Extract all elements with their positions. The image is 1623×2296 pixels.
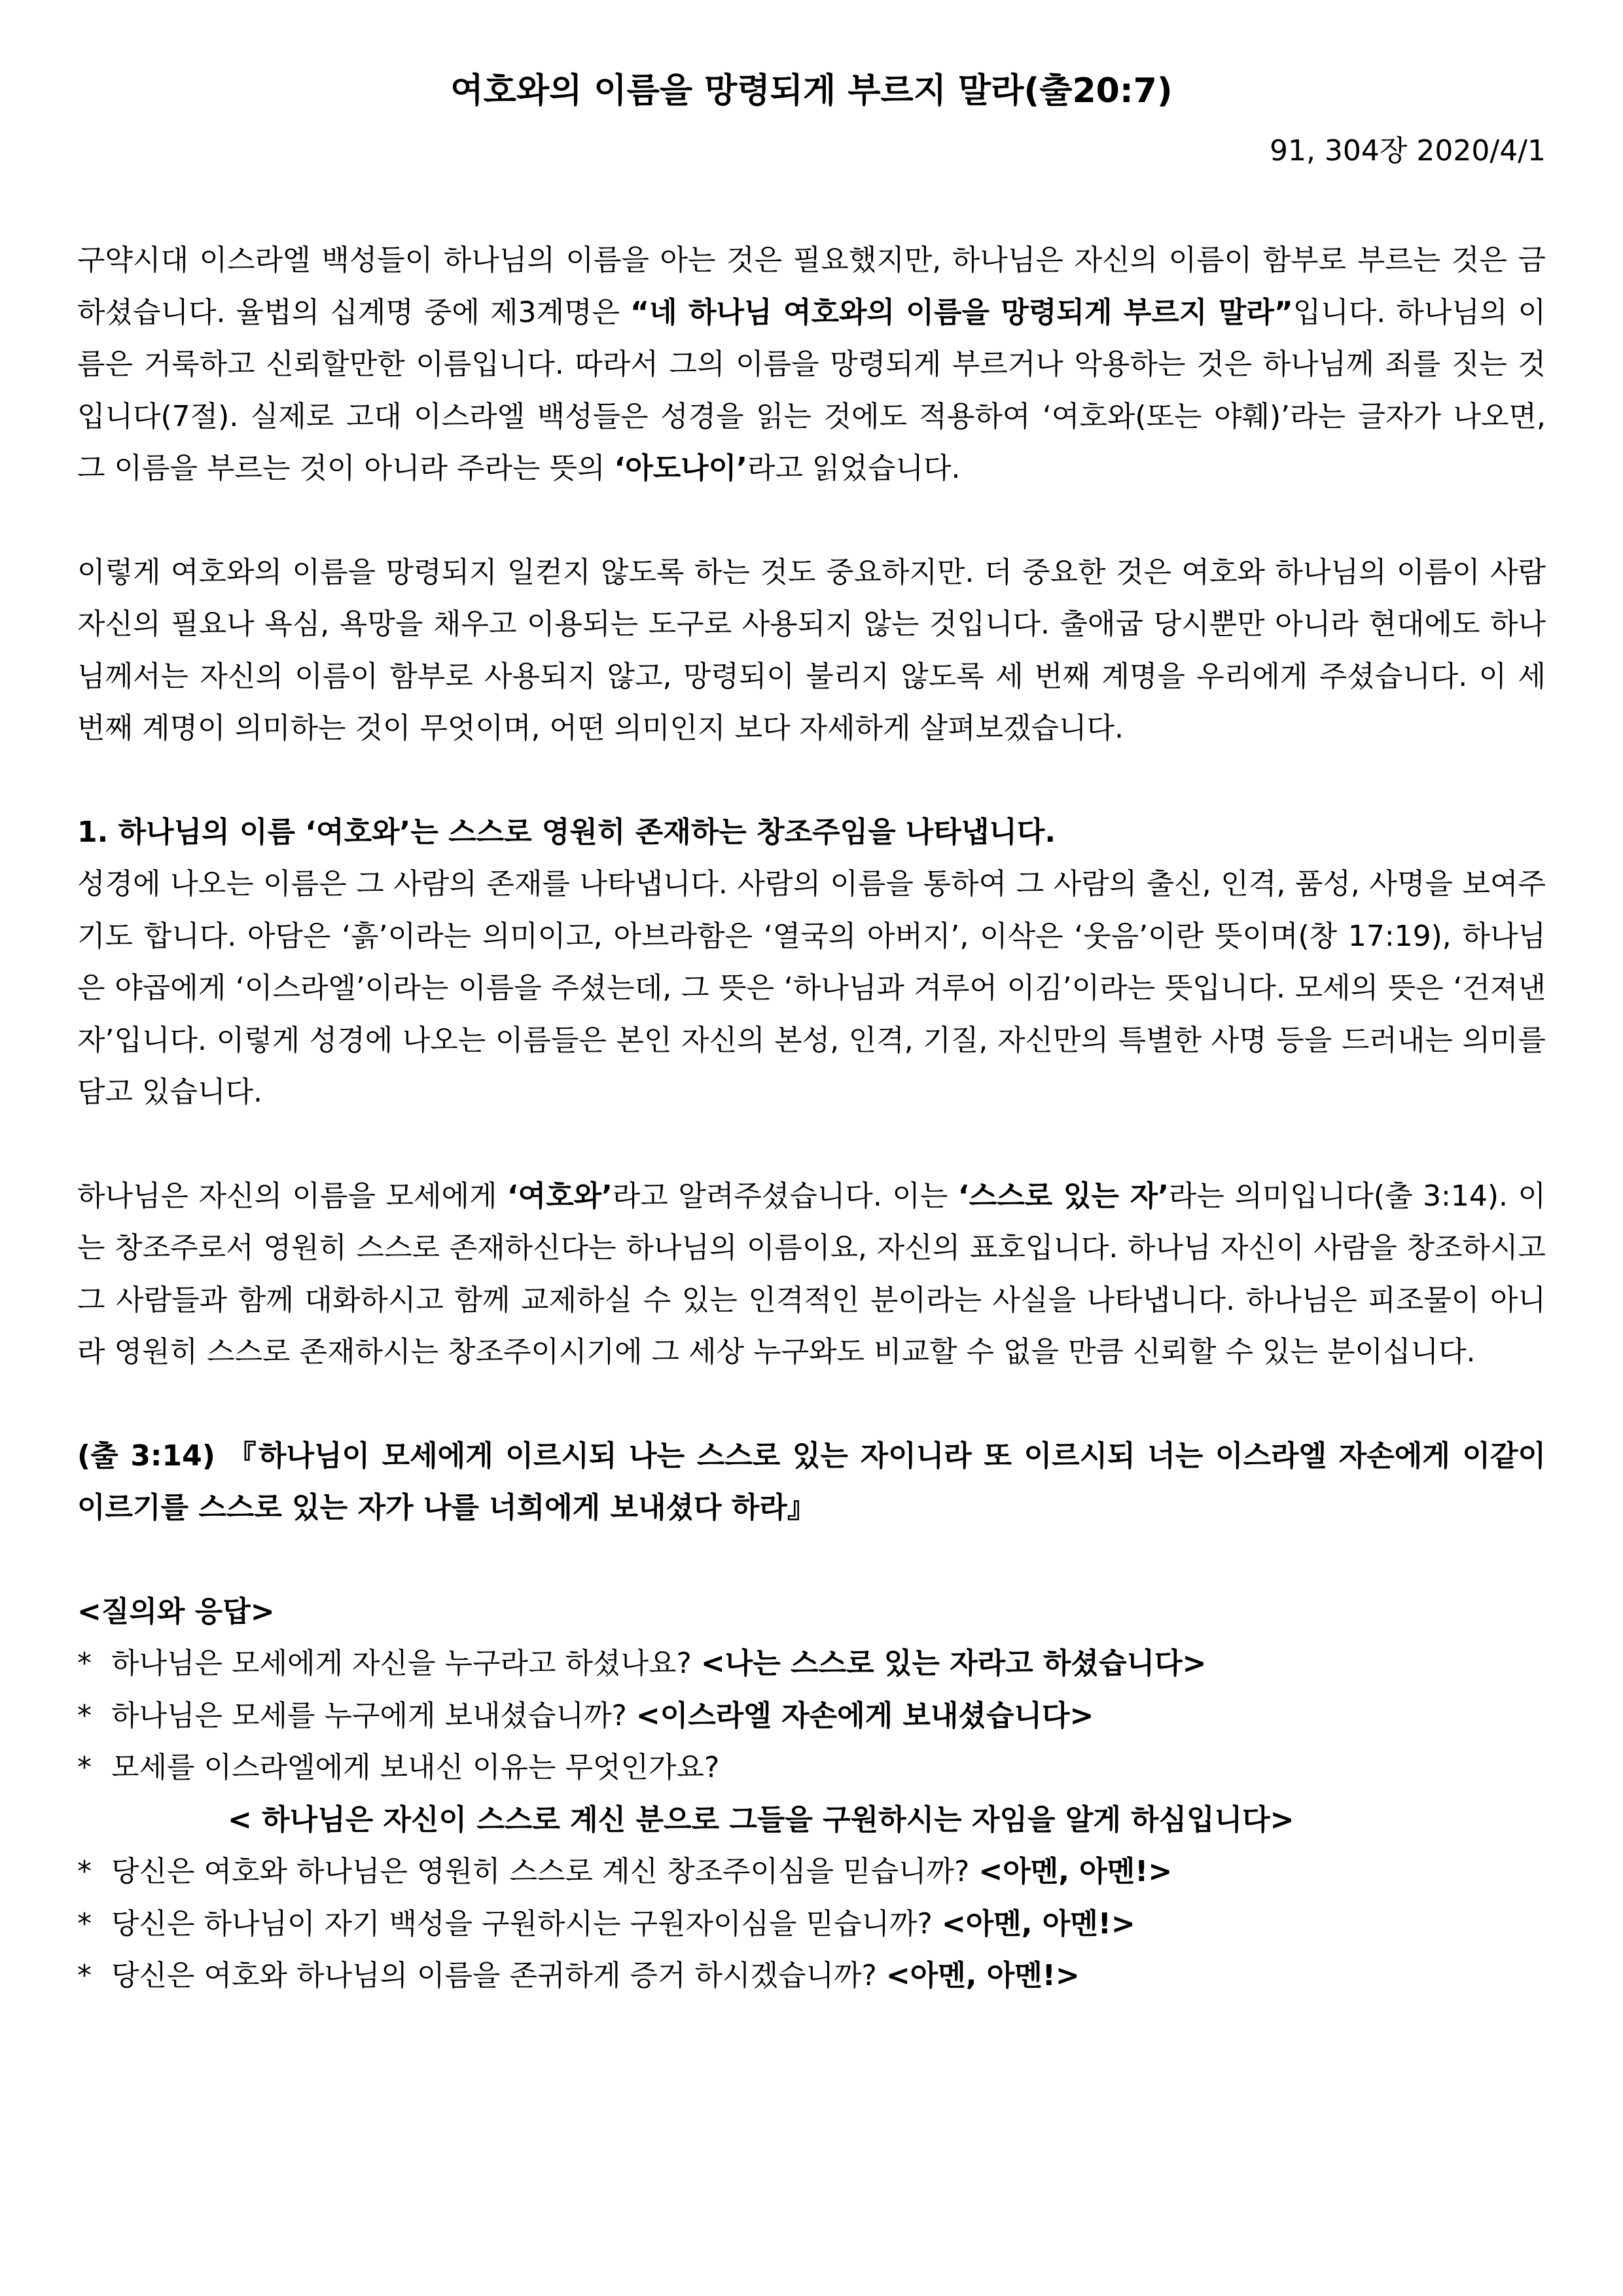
paragraph-second: 이렇게 여호와의 이름을 망령되지 일컫지 않도록 하는 것도 중요하지만. 더 중요한 것은 여호와 하나님의 이름이 사람 자신의 필요나 욕심, 욕망을 채우고 이용되는 도구로 사용되지 않는 것입니다. 출애굽 당시뿐만 아니라 현대에도 하나님께서는 자신의 이름이 함부로 사용되지 않고, 망령되이 불리지 않도록 세 번째 계명을 우리에게 주셨습니다. 이 세 번째 계명이 의미하는 것이 무엇이며, 어떤 의미인지 보다 자세하게 살펴보겠습니다. xyxy=(77,555,1546,745)
qa-answer-3 xyxy=(77,1794,1546,1846)
question: 당신은 여호와 하나님의 이름을 존귀하게 증거 하시겠습니까? xyxy=(111,1959,877,1992)
bullet-star: * xyxy=(77,1855,92,1888)
bullet-star: * xyxy=(77,1751,92,1784)
qa-item-3 xyxy=(77,1742,1546,1794)
bullet-star: * xyxy=(77,1698,92,1732)
answer: <나는 스스로 있는 자라고 하셨습니다> xyxy=(700,1647,1207,1680)
emphasis-yahweh: ‘여호와’ xyxy=(507,1179,613,1213)
question: 당신은 여호와 하나님은 영원히 스스로 계신 창조주이심을 믿습니까? xyxy=(111,1855,970,1888)
paragraph-names-meaning: 성경에 나오는 이름은 그 사람의 존재를 나타냅니다. 사람의 이름을 통하여 그 사람의 출신, 인격, 품성, 사명을 보여주기도 합니다. 아담은 ‘흙’이라는 의미이고, 아브라함은 ‘열국의 아버지’, 이삭은 ‘웃음’이란 뜻이며(창 17:19), 하나님은 야곱에게 ‘이스라엘’이라는 이름을 주셨는데, 그 뜻은 ‘하나님과 겨루어 이김’이라는 뜻입니다. 모세의 뜻은 ‘건져낸 자’입니다. 이렇게 성경에 나오는 이름들은 본인 자신의 본성, 인격, 기질, 자신만의 특별한 사명 등을 드러내는 의미를 담고 있습니다. xyxy=(77,867,1546,1109)
qa-item-1 xyxy=(77,1638,1546,1690)
document-title: 여호와의 이름을 망령되게 부르지 말라(출20:7) xyxy=(450,71,1173,111)
text-run: 라는 의미입니다(출 3:14). 이는 창조주로서 영원히 스스로 존재하신다는 하나님의 이름이요, 자신의 표호입니다. 하나님 자신이 사람을 창조하시고 그 사람들과 함께 대화하시고 함께 교제하실 수 있는 인격적인 분이라는 사실을 나타냅니다. 하나님은 피조물이 아니라 영원히 스스로 존재하시는 창조주이시기에 그 세상 누구와도 비교할 수 없을 만큼 신뢰할 수 있는 분이십니다. xyxy=(77,1179,1546,1369)
question: 하나님은 모세에게 자신을 누구라고 하셨나요? xyxy=(111,1647,692,1680)
answer: <아멘, 아멘!> xyxy=(978,1855,1173,1888)
paragraph-intro xyxy=(77,234,1546,495)
emphasis-i-am: ‘스스로 있는 자’ xyxy=(957,1179,1169,1213)
emphasis-adonai: ‘아도나이’ xyxy=(614,452,747,485)
text-run: 라고 알려주셨습니다. 이는 xyxy=(612,1179,958,1213)
bullet-star: * xyxy=(77,1907,92,1941)
answer: < 하나님은 자신이 스스로 계신 분으로 그들을 구원하시는 자임을 알게 하심입니다> xyxy=(228,1803,1294,1837)
section-heading-1: 1. 하나님의 이름 ‘여호와’는 스스로 영원히 존재하는 창조주임을 나타냅니다. xyxy=(77,815,1056,849)
answer: <아멘, 아멘!> xyxy=(941,1907,1135,1941)
hymn-date-line: 91, 304장 2020/4/1 xyxy=(1269,134,1546,168)
text-run: 라고 읽었습니다. xyxy=(747,452,961,485)
text-run: 입니다. 하나님의 이름은 거룩하고 신뢰할만한 이름입니다. 따라서 그의 이름을 망령되게 부르거나 악용하는 것은 하나님께 죄를 짓는 것입니다(7절). 실제로 고대 이스라엘 백성들은 성경을 읽는 것에도 적용하여 ‘여호와(또는 야훼)’라는 글자가 나오면, 그 이름을 부르는 것이 아니라 주라는 뜻의 xyxy=(77,295,1546,485)
qa-heading: <질의와 응답> xyxy=(77,1594,275,1628)
qa-item-2 xyxy=(77,1690,1546,1742)
paragraph-yahweh xyxy=(77,1170,1546,1378)
bullet-star: * xyxy=(77,1959,92,1992)
answer: <이스라엘 자손에게 보내셨습니다> xyxy=(635,1698,1094,1732)
answer: <아멘, 아멘!> xyxy=(885,1959,1080,1992)
question: 하나님은 모세를 누구에게 보내셨습니까? xyxy=(111,1698,627,1732)
text-run: 하나님은 자신의 이름을 모세에게 xyxy=(77,1179,507,1213)
question: 당신은 하나님이 자기 백성을 구원하시는 구원자이심을 믿습니까? xyxy=(111,1907,933,1941)
emphasis-commandment: “네 하나님 여호와의 이름을 망령되게 부르지 말라” xyxy=(630,295,1293,329)
bullet-star: * xyxy=(77,1647,92,1680)
document-body xyxy=(77,234,1546,2002)
text-run: 구약시대 이스라엘 백성들이 하나님의 이름을 아는 것은 필요했지만, 하나님은 자신의 이름이 함부로 부르는 것은 금하셨습니다. 율법의 십계명 중에 제3계명은 xyxy=(77,243,1546,329)
qa-item-5 xyxy=(77,1898,1546,1950)
qa-item-4 xyxy=(77,1846,1546,1898)
question: 모세를 이스라엘에게 보내신 이유는 무엇인가요? xyxy=(111,1751,720,1784)
qa-item-6 xyxy=(77,1950,1546,2002)
scripture-verse: (출 3:14) 『하나님이 모세에게 이르시되 나는 스스로 있는 자이니라 또 이르시되 너는 이스라엘 자손에게 이같이 이르기를 스스로 있는 자가 나를 너희에게 보내셨다 하라』 xyxy=(77,1439,1546,1524)
